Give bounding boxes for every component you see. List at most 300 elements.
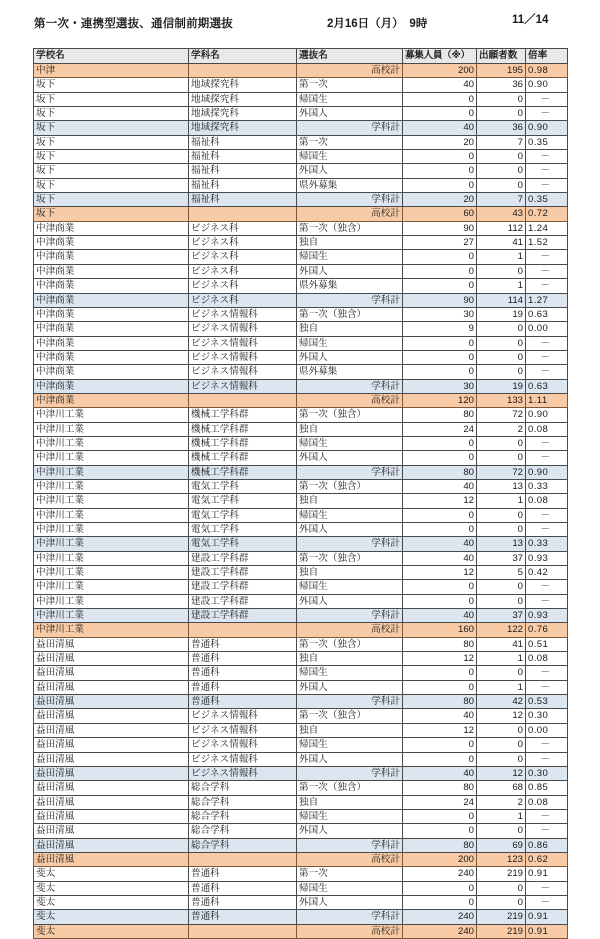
cell-capacity: 0 [403,279,477,293]
cell-school: 坂下 [34,207,189,221]
cell-ratio: － [526,809,568,823]
cell-capacity: 240 [403,910,477,924]
cell-ratio: 0.90 [526,465,568,479]
cell-applicants: 219 [477,867,526,881]
cell-school: 益田清風 [34,695,189,709]
cell-capacity: 12 [403,566,477,580]
table-row [34,523,568,537]
cell-department: ビジネス情報科 [189,307,297,321]
cell-department: 建設工学科群 [189,566,297,580]
table-row [34,910,568,924]
cell-ratio: 0.35 [526,193,568,207]
table-row [34,279,568,293]
cell-school: 中津川工業 [34,551,189,565]
cell-school: 中津商業 [34,393,189,407]
table-row [34,709,568,723]
cell-ratio: 0.42 [526,566,568,580]
cell-ratio: － [526,279,568,293]
cell-selection: 外国人 [297,895,403,909]
cell-school: 益田清風 [34,795,189,809]
cell-department: 電気工学科 [189,508,297,522]
cell-department: ビジネス情報科 [189,723,297,737]
cell-school: 中津川工業 [34,494,189,508]
cell-department: ビジネス科 [189,250,297,264]
cell-department: ビジネス情報科 [189,379,297,393]
cell-department: ビジネス科 [189,221,297,235]
table-row [34,623,568,637]
cell-school: 斐太 [34,924,189,938]
cell-capacity: 60 [403,207,477,221]
cell-capacity: 40 [403,551,477,565]
cell-selection: 県外募集 [297,365,403,379]
cell-department: 電気工学科 [189,523,297,537]
cell-school: 益田清風 [34,680,189,694]
cell-department: 普通科 [189,867,297,881]
cell-selection: 第一次（独含） [297,709,403,723]
cell-school: 益田清風 [34,809,189,823]
cell-selection: 独自 [297,322,403,336]
cell-school: 中津商業 [34,350,189,364]
cell-applicants: 0 [477,594,526,608]
table-row [34,781,568,795]
cell-selection: 県外募集 [297,178,403,192]
cell-applicants: 114 [477,293,526,307]
cell-applicants: 0 [477,881,526,895]
cell-capacity: 160 [403,623,477,637]
cell-applicants: 0 [477,752,526,766]
cell-applicants: 12 [477,709,526,723]
cell-capacity: 90 [403,293,477,307]
cell-capacity: 40 [403,609,477,623]
table-row [34,537,568,551]
cell-school: 坂下 [34,92,189,106]
cell-ratio: － [526,738,568,752]
cell-applicants: 43 [477,207,526,221]
cell-department: 建設工学科群 [189,580,297,594]
cell-selection: 帰国生 [297,881,403,895]
column-header-applicants: 出願者数 [477,49,526,64]
cell-capacity: 12 [403,723,477,737]
cell-applicants: 36 [477,78,526,92]
cell-school: 中津商業 [34,264,189,278]
cell-ratio: 0.72 [526,207,568,221]
cell-school: 中津 [34,64,189,78]
cell-ratio: 0.90 [526,408,568,422]
cell-department: 普通科 [189,881,297,895]
cell-ratio: 1.11 [526,393,568,407]
cell-capacity: 30 [403,307,477,321]
table-row [34,307,568,321]
table-row [34,436,568,450]
cell-capacity: 40 [403,479,477,493]
table-row [34,852,568,866]
cell-applicants: 1 [477,680,526,694]
cell-school: 益田清風 [34,666,189,680]
cell-school: 中津商業 [34,365,189,379]
cell-capacity: 0 [403,350,477,364]
cell-school: 益田清風 [34,824,189,838]
cell-department: 総合学科 [189,781,297,795]
cell-selection: 外国人 [297,264,403,278]
cell-department: 地域探究科 [189,107,297,121]
cell-ratio: － [526,824,568,838]
cell-department: 電気工学科 [189,494,297,508]
table-row [34,64,568,78]
cell-capacity: 0 [403,809,477,823]
cell-capacity: 0 [403,523,477,537]
cell-selection: 第一次（独含） [297,637,403,651]
cell-applicants: 0 [477,92,526,106]
cell-applicants: 19 [477,307,526,321]
cell-selection: 独自 [297,566,403,580]
cell-selection: 独自 [297,723,403,737]
cell-department [189,924,297,938]
cell-capacity: 40 [403,78,477,92]
cell-school: 中津川工業 [34,465,189,479]
cell-department: ビジネス情報科 [189,336,297,350]
cell-applicants: 112 [477,221,526,235]
cell-ratio: 0.53 [526,695,568,709]
cell-ratio: － [526,150,568,164]
cell-department: 機械工学科群 [189,451,297,465]
cell-school: 中津商業 [34,236,189,250]
cell-ratio: 0.91 [526,910,568,924]
cell-capacity: 27 [403,236,477,250]
cell-selection: 独自 [297,422,403,436]
cell-ratio: 0.76 [526,623,568,637]
cell-school: 益田清風 [34,738,189,752]
cell-selection: 学科計 [297,193,403,207]
cell-selection: 学科計 [297,379,403,393]
table-row [34,365,568,379]
cell-selection: 帰国生 [297,580,403,594]
cell-selection: 高校計 [297,924,403,938]
column-header-school: 学校名 [34,49,189,64]
cell-department: 機械工学科群 [189,436,297,450]
cell-selection: 学科計 [297,609,403,623]
cell-school: 益田清風 [34,652,189,666]
cell-capacity: 200 [403,64,477,78]
cell-selection: 外国人 [297,523,403,537]
cell-capacity: 240 [403,867,477,881]
table-row [34,451,568,465]
cell-school: 中津商業 [34,336,189,350]
cell-department: 機械工学科群 [189,422,297,436]
page-title: 第一次・連携型選抜、通信制前期選抜 [34,18,233,30]
cell-capacity: 0 [403,451,477,465]
cell-capacity: 0 [403,92,477,106]
cell-applicants: 0 [477,322,526,336]
table-row [34,193,568,207]
cell-applicants: 1 [477,494,526,508]
cell-selection: 学科計 [297,766,403,780]
table-row [34,350,568,364]
cell-ratio: 0.00 [526,723,568,737]
cell-capacity: 120 [403,393,477,407]
table-row [34,795,568,809]
cell-department: 機械工学科群 [189,408,297,422]
cell-selection: 第一次（独含） [297,307,403,321]
cell-capacity: 9 [403,322,477,336]
cell-school: 中津川工業 [34,609,189,623]
cell-department: 電気工学科 [189,479,297,493]
cell-applicants: 13 [477,537,526,551]
table-row [34,236,568,250]
cell-capacity: 80 [403,408,477,422]
cell-applicants: 0 [477,264,526,278]
cell-ratio: 0.98 [526,64,568,78]
cell-selection: 高校計 [297,852,403,866]
cell-applicants: 1 [477,250,526,264]
cell-capacity: 40 [403,121,477,135]
cell-applicants: 0 [477,666,526,680]
cell-applicants: 0 [477,365,526,379]
cell-department: ビジネス情報科 [189,365,297,379]
cell-capacity: 0 [403,365,477,379]
cell-applicants: 2 [477,422,526,436]
cell-school: 斐太 [34,881,189,895]
cell-school: 中津川工業 [34,623,189,637]
cell-selection: 学科計 [297,695,403,709]
table-row [34,422,568,436]
column-header-selection: 選抜名 [297,49,403,64]
cell-ratio: － [526,178,568,192]
table-header [34,49,568,64]
cell-ratio: 1.27 [526,293,568,307]
cell-selection: 高校計 [297,207,403,221]
cell-department: 地域探究科 [189,78,297,92]
cell-school: 益田清風 [34,709,189,723]
cell-department: 普通科 [189,666,297,680]
table-row [34,609,568,623]
cell-selection: 独自 [297,494,403,508]
cell-department: 福祉科 [189,164,297,178]
table-row [34,336,568,350]
cell-department: ビジネス科 [189,264,297,278]
cell-applicants: 36 [477,121,526,135]
cell-ratio: 0.33 [526,537,568,551]
cell-capacity: 80 [403,695,477,709]
cell-applicants: 5 [477,566,526,580]
cell-department: 地域探究科 [189,92,297,106]
cell-ratio: － [526,250,568,264]
column-header-ratio: 倍率 [526,49,568,64]
cell-selection: 学科計 [297,910,403,924]
cell-ratio: 0.63 [526,379,568,393]
cell-capacity: 40 [403,709,477,723]
cell-department: 建設工学科群 [189,551,297,565]
page-number: 11／14 [512,14,549,26]
table-row [34,494,568,508]
cell-capacity: 0 [403,250,477,264]
cell-ratio: 0.51 [526,637,568,651]
cell-school: 斐太 [34,895,189,909]
cell-school: 中津川工業 [34,566,189,580]
table-header-row [34,49,568,64]
cell-ratio: 0.35 [526,135,568,149]
cell-ratio: － [526,92,568,106]
table-row [34,221,568,235]
cell-ratio: 0.08 [526,494,568,508]
cell-school: 益田清風 [34,766,189,780]
cell-capacity: 12 [403,494,477,508]
cell-selection: 独自 [297,236,403,250]
table-row [34,738,568,752]
cell-selection: 外国人 [297,451,403,465]
cell-applicants: 72 [477,465,526,479]
cell-applicants: 0 [477,451,526,465]
table-row [34,322,568,336]
cell-selection: 帰国生 [297,150,403,164]
table-row [34,207,568,221]
cell-department: 総合学科 [189,824,297,838]
cell-capacity: 0 [403,508,477,522]
cell-department: 福祉科 [189,135,297,149]
cell-selection: 独自 [297,652,403,666]
table-row [34,107,568,121]
cell-applicants: 0 [477,824,526,838]
column-header-capacity: 募集人員（※） [403,49,477,64]
cell-capacity: 0 [403,164,477,178]
table-row [34,838,568,852]
cell-department: 福祉科 [189,193,297,207]
cell-applicants: 0 [477,895,526,909]
cell-selection: 学科計 [297,838,403,852]
cell-selection: 帰国生 [297,336,403,350]
cell-applicants: 219 [477,910,526,924]
cell-department: ビジネス科 [189,236,297,250]
cell-ratio: 0.91 [526,924,568,938]
cell-ratio: 1.24 [526,221,568,235]
cell-selection: 第一次（独含） [297,781,403,795]
cell-school: 中津川工業 [34,451,189,465]
cell-school: 中津商業 [34,279,189,293]
cell-school: 中津商業 [34,307,189,321]
cell-capacity: 40 [403,537,477,551]
cell-applicants: 122 [477,623,526,637]
cell-department: 福祉科 [189,178,297,192]
cell-ratio: － [526,752,568,766]
cell-ratio: 0.90 [526,121,568,135]
cell-capacity: 0 [403,594,477,608]
cell-ratio: 0.93 [526,551,568,565]
cell-selection: 第一次 [297,867,403,881]
table-row [34,824,568,838]
cell-ratio: － [526,666,568,680]
cell-capacity: 0 [403,107,477,121]
cell-department: ビジネス情報科 [189,766,297,780]
cell-ratio: － [526,523,568,537]
cell-capacity: 90 [403,221,477,235]
table-row [34,508,568,522]
cell-applicants: 0 [477,738,526,752]
cell-capacity: 0 [403,178,477,192]
cell-ratio: 0.30 [526,766,568,780]
cell-department: 機械工学科群 [189,465,297,479]
cell-ratio: － [526,895,568,909]
cell-department [189,207,297,221]
cell-department: 普通科 [189,680,297,694]
cell-applicants: 12 [477,766,526,780]
cell-ratio: － [526,451,568,465]
cell-applicants: 19 [477,379,526,393]
cell-school: 中津川工業 [34,508,189,522]
cell-department: 普通科 [189,910,297,924]
cell-school: 益田清風 [34,838,189,852]
cell-applicants: 0 [477,178,526,192]
applications-table [33,48,568,939]
cell-selection: 第一次 [297,78,403,92]
cell-selection: 外国人 [297,594,403,608]
cell-department [189,623,297,637]
cell-applicants: 1 [477,279,526,293]
cell-applicants: 37 [477,551,526,565]
cell-capacity: 40 [403,766,477,780]
cell-selection: 学科計 [297,465,403,479]
cell-selection: 独自 [297,795,403,809]
cell-department [189,852,297,866]
cell-department: 普通科 [189,652,297,666]
cell-school: 坂下 [34,135,189,149]
cell-ratio: 0.63 [526,307,568,321]
cell-ratio: 0.62 [526,852,568,866]
cell-department: ビジネス科 [189,293,297,307]
cell-applicants: 195 [477,64,526,78]
cell-school: 益田清風 [34,637,189,651]
cell-department: 総合学科 [189,809,297,823]
cell-school: 益田清風 [34,781,189,795]
cell-department: ビジネス情報科 [189,752,297,766]
cell-selection: 第一次（独含） [297,408,403,422]
cell-department: 総合学科 [189,838,297,852]
cell-school: 益田清風 [34,852,189,866]
cell-selection: 第一次（独含） [297,551,403,565]
cell-selection: 外国人 [297,752,403,766]
table-row [34,293,568,307]
cell-ratio: 0.86 [526,838,568,852]
cell-ratio: － [526,680,568,694]
cell-school: 中津川工業 [34,408,189,422]
table-row [34,723,568,737]
cell-applicants: 42 [477,695,526,709]
table-row [34,250,568,264]
cell-capacity: 0 [403,824,477,838]
table-row [34,580,568,594]
cell-school: 中津商業 [34,293,189,307]
table-row [34,867,568,881]
cell-department: 建設工学科群 [189,594,297,608]
cell-selection: 第一次（独含） [297,221,403,235]
cell-school: 中津川工業 [34,594,189,608]
cell-school: 坂下 [34,78,189,92]
cell-department: 普通科 [189,895,297,909]
table-row [34,121,568,135]
cell-school: 中津川工業 [34,436,189,450]
cell-capacity: 20 [403,193,477,207]
cell-department: 電気工学科 [189,537,297,551]
cell-department: 普通科 [189,637,297,651]
cell-selection: 第一次（独含） [297,479,403,493]
exam-datetime: 2月16日（月） 9時 [327,18,428,30]
table-row [34,594,568,608]
cell-capacity: 0 [403,738,477,752]
applications-table-container [33,48,567,939]
cell-applicants: 1 [477,809,526,823]
cell-department [189,393,297,407]
cell-applicants: 0 [477,723,526,737]
cell-selection: 学科計 [297,293,403,307]
cell-applicants: 0 [477,150,526,164]
